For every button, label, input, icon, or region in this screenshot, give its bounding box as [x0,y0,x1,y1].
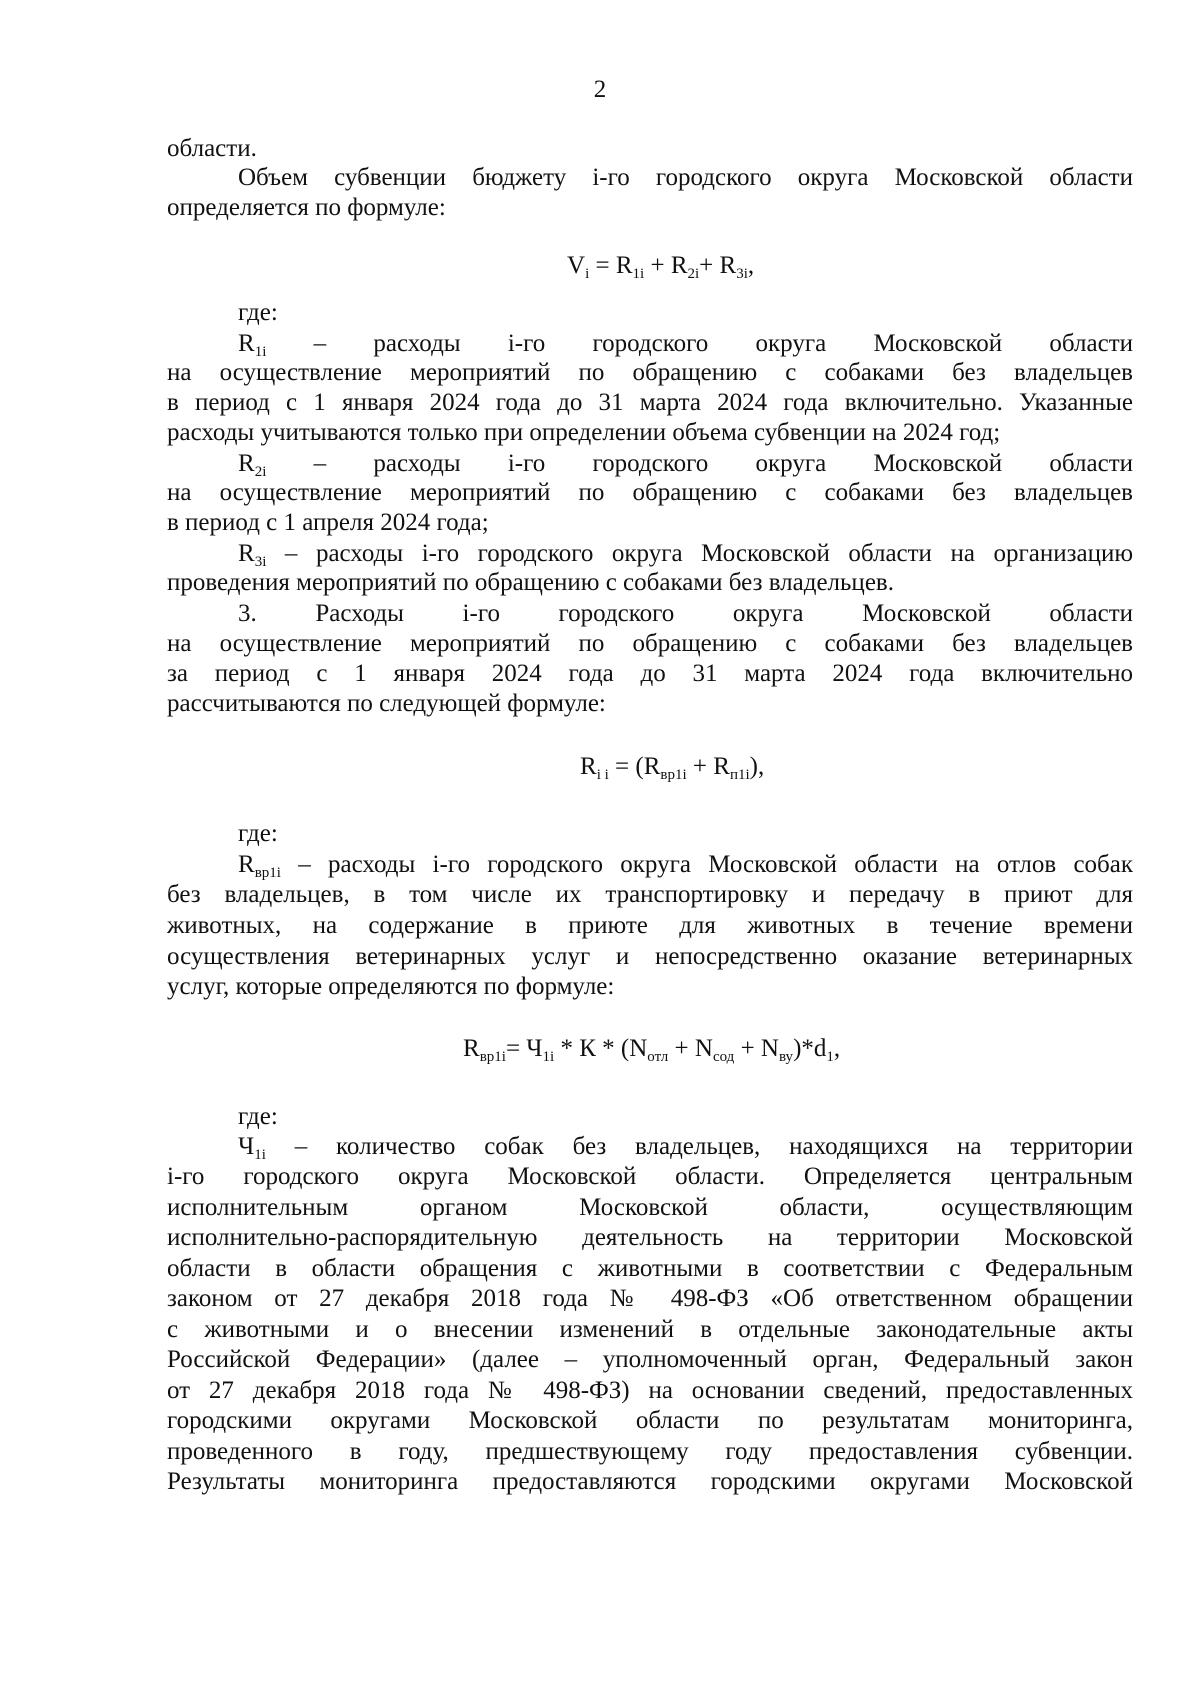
formula-subscript: 1i [632,266,645,282]
formula-operator: , [833,1035,841,1062]
text-line: исполнительным органом Московской области, осуществляющим [167,1194,1133,1221]
text-line: – расходы i-го городского округа Московской области на организацию [284,540,1134,567]
text-line: определяется по формуле: [167,194,446,221]
formula-symbol: R [580,753,597,780]
definition-rvr1i [238,848,1133,881]
text-line: области. [167,135,257,162]
formula-symbol: R [643,753,661,780]
text-line: i-го городского округа Московской области. Определяется центральным [167,1163,1133,1190]
text-line: где: [238,1103,278,1130]
text-line: законом от 27 декабря 2018 года № 498-ФЗ «Об ответственном обращении [167,1285,1133,1312]
formula-symbol: R [713,753,730,780]
text-line: рассчитываются по следующей формуле: [167,690,606,717]
formula-operator: + [734,1035,761,1062]
formula-subscript: отл [647,1049,669,1065]
text-line: животных, на содержание в приюте для животных в течение времени [167,912,1133,939]
text-line: – количество собак без владельцев, находящихся на территории [294,1133,1133,1160]
formula-operator: + [686,753,714,780]
text-line: где: [238,820,278,847]
formula-subscript: 2i [254,464,267,480]
formula-rvr1i [463,1032,840,1065]
formula-subscript: 3i [736,266,748,282]
formula-symbol: d [813,1035,827,1062]
formula-symbol: R [670,252,688,279]
formula-symbol: N [629,1035,648,1062]
formula-symbol: R [238,540,255,567]
formula-subscript: 1i [254,1147,266,1163]
formula-symbol: R [238,330,255,357]
formula-symbol: N [760,1035,779,1062]
text-line: за период с 1 января 2024 года до 31 марта 2024 года включительно [167,660,1133,687]
formula-subscript: 3i [254,554,267,570]
text-line: – расходы i-го городского округа Московской области [313,330,1133,357]
text-line: без владельцев, в том числе их транспортировку и передачу в приют для [167,881,1133,908]
text-line: 3. Расходы i-го городского округа Московской области [238,600,1133,627]
formula-subscript: 2i [687,266,700,282]
text-line: – расходы i-го городского округа Московской области на отлов собак [298,851,1134,878]
text-line: городскими округами Московской области по результатам мониторинга, [167,1407,1133,1434]
formula-operator: = ( [608,753,644,780]
text-line: услуг, которые определяются по формуле: [167,973,615,1000]
text-line: где: [238,299,278,326]
text-line: в период с 1 января 2024 года до 31 марта 2024 года включительно. Указанные [167,389,1133,416]
formula-subscript: 1 [826,1049,834,1065]
text-line: Объем субвенции бюджету i-го городского округа Московской области [238,164,1133,191]
text-line: Российской Федерации» (далее – уполномоченный орган, Федеральный закон [167,1346,1133,1373]
text-line: исполнительно-распорядительную деятельность на территории Московской [167,1224,1133,1251]
formula-operator: , [747,252,755,279]
page-number: 2 [593,76,607,103]
formula-operator: + [699,252,720,279]
formula-subscript: вр1i [660,767,687,783]
formula-subscript: ву [778,1049,794,1065]
formula-operator: )* [793,1035,814,1062]
formula-operator: + [668,1035,695,1062]
formula-symbol: Ч [238,1133,255,1160]
formula-subscript: 1i [542,1049,555,1065]
formula-operator: + [644,252,671,279]
formula-operator: * ( [595,1035,630,1062]
text-line: на осуществление мероприятий по обращению с собаками без владельцев [167,630,1133,657]
formula-symbol: R [463,1035,480,1062]
text-line: с животными и о внесении изменений в отдельные законодательные акты [167,1316,1133,1343]
text-line: – расходы i-го городского округа Московской области [313,450,1133,477]
formula-symbol: V [567,252,586,279]
text-line: на осуществление мероприятий по обращению с собаками без владельцев [167,359,1133,386]
formula-r1i [580,750,764,783]
text-line: области в области обращения с животными в соответствии с Федеральным [167,1255,1133,1282]
formula-operator: = [589,252,616,279]
text-line: в период с 1 апреля 2024 года; [167,509,489,536]
formula-operator: * [554,1035,580,1062]
formula-symbol: R [238,450,255,477]
text-line: проведенного в году, предшествующему году предоставления субвенции. [167,1438,1133,1465]
formula-subscript: сод [712,1049,735,1065]
definition-ch1i [238,1130,1133,1163]
formula-symbol: R [615,252,633,279]
formula-operator: ), [749,753,765,780]
formula-subscript: вр1i [254,865,281,881]
text-line: проведения мероприятий по обращению с собаками без владельцев. [167,569,894,596]
text-line: расходы учитываются только при определении объема субвенции на 2024 год; [167,419,1001,446]
formula-subscript: вр1i [479,1049,506,1065]
formula-subscript: i [585,266,590,282]
formula-symbol: Ч [526,1035,543,1062]
text-line: осуществления ветеринарных услуг и непосредственно оказание ветеринарных [167,943,1133,970]
formula-volume [567,249,754,282]
formula-symbol: К [579,1035,596,1062]
formula-symbol: R [238,851,255,878]
formula-operator: = [505,1035,527,1062]
formula-subscript: i i [596,767,609,783]
formula-symbol: R [719,252,737,279]
formula-subscript: п1i [729,767,750,783]
formula-subscript: 1i [254,344,267,360]
text-line: от 27 декабря 2018 года № 498-ФЗ) на основании сведений, предоставленных [167,1377,1133,1404]
text-line: Результаты мониторинга предоставляются городскими округами Московской [167,1468,1133,1495]
formula-symbol: N [694,1035,713,1062]
text-line: на осуществление мероприятий по обращению с собаками без владельцев [167,479,1133,506]
